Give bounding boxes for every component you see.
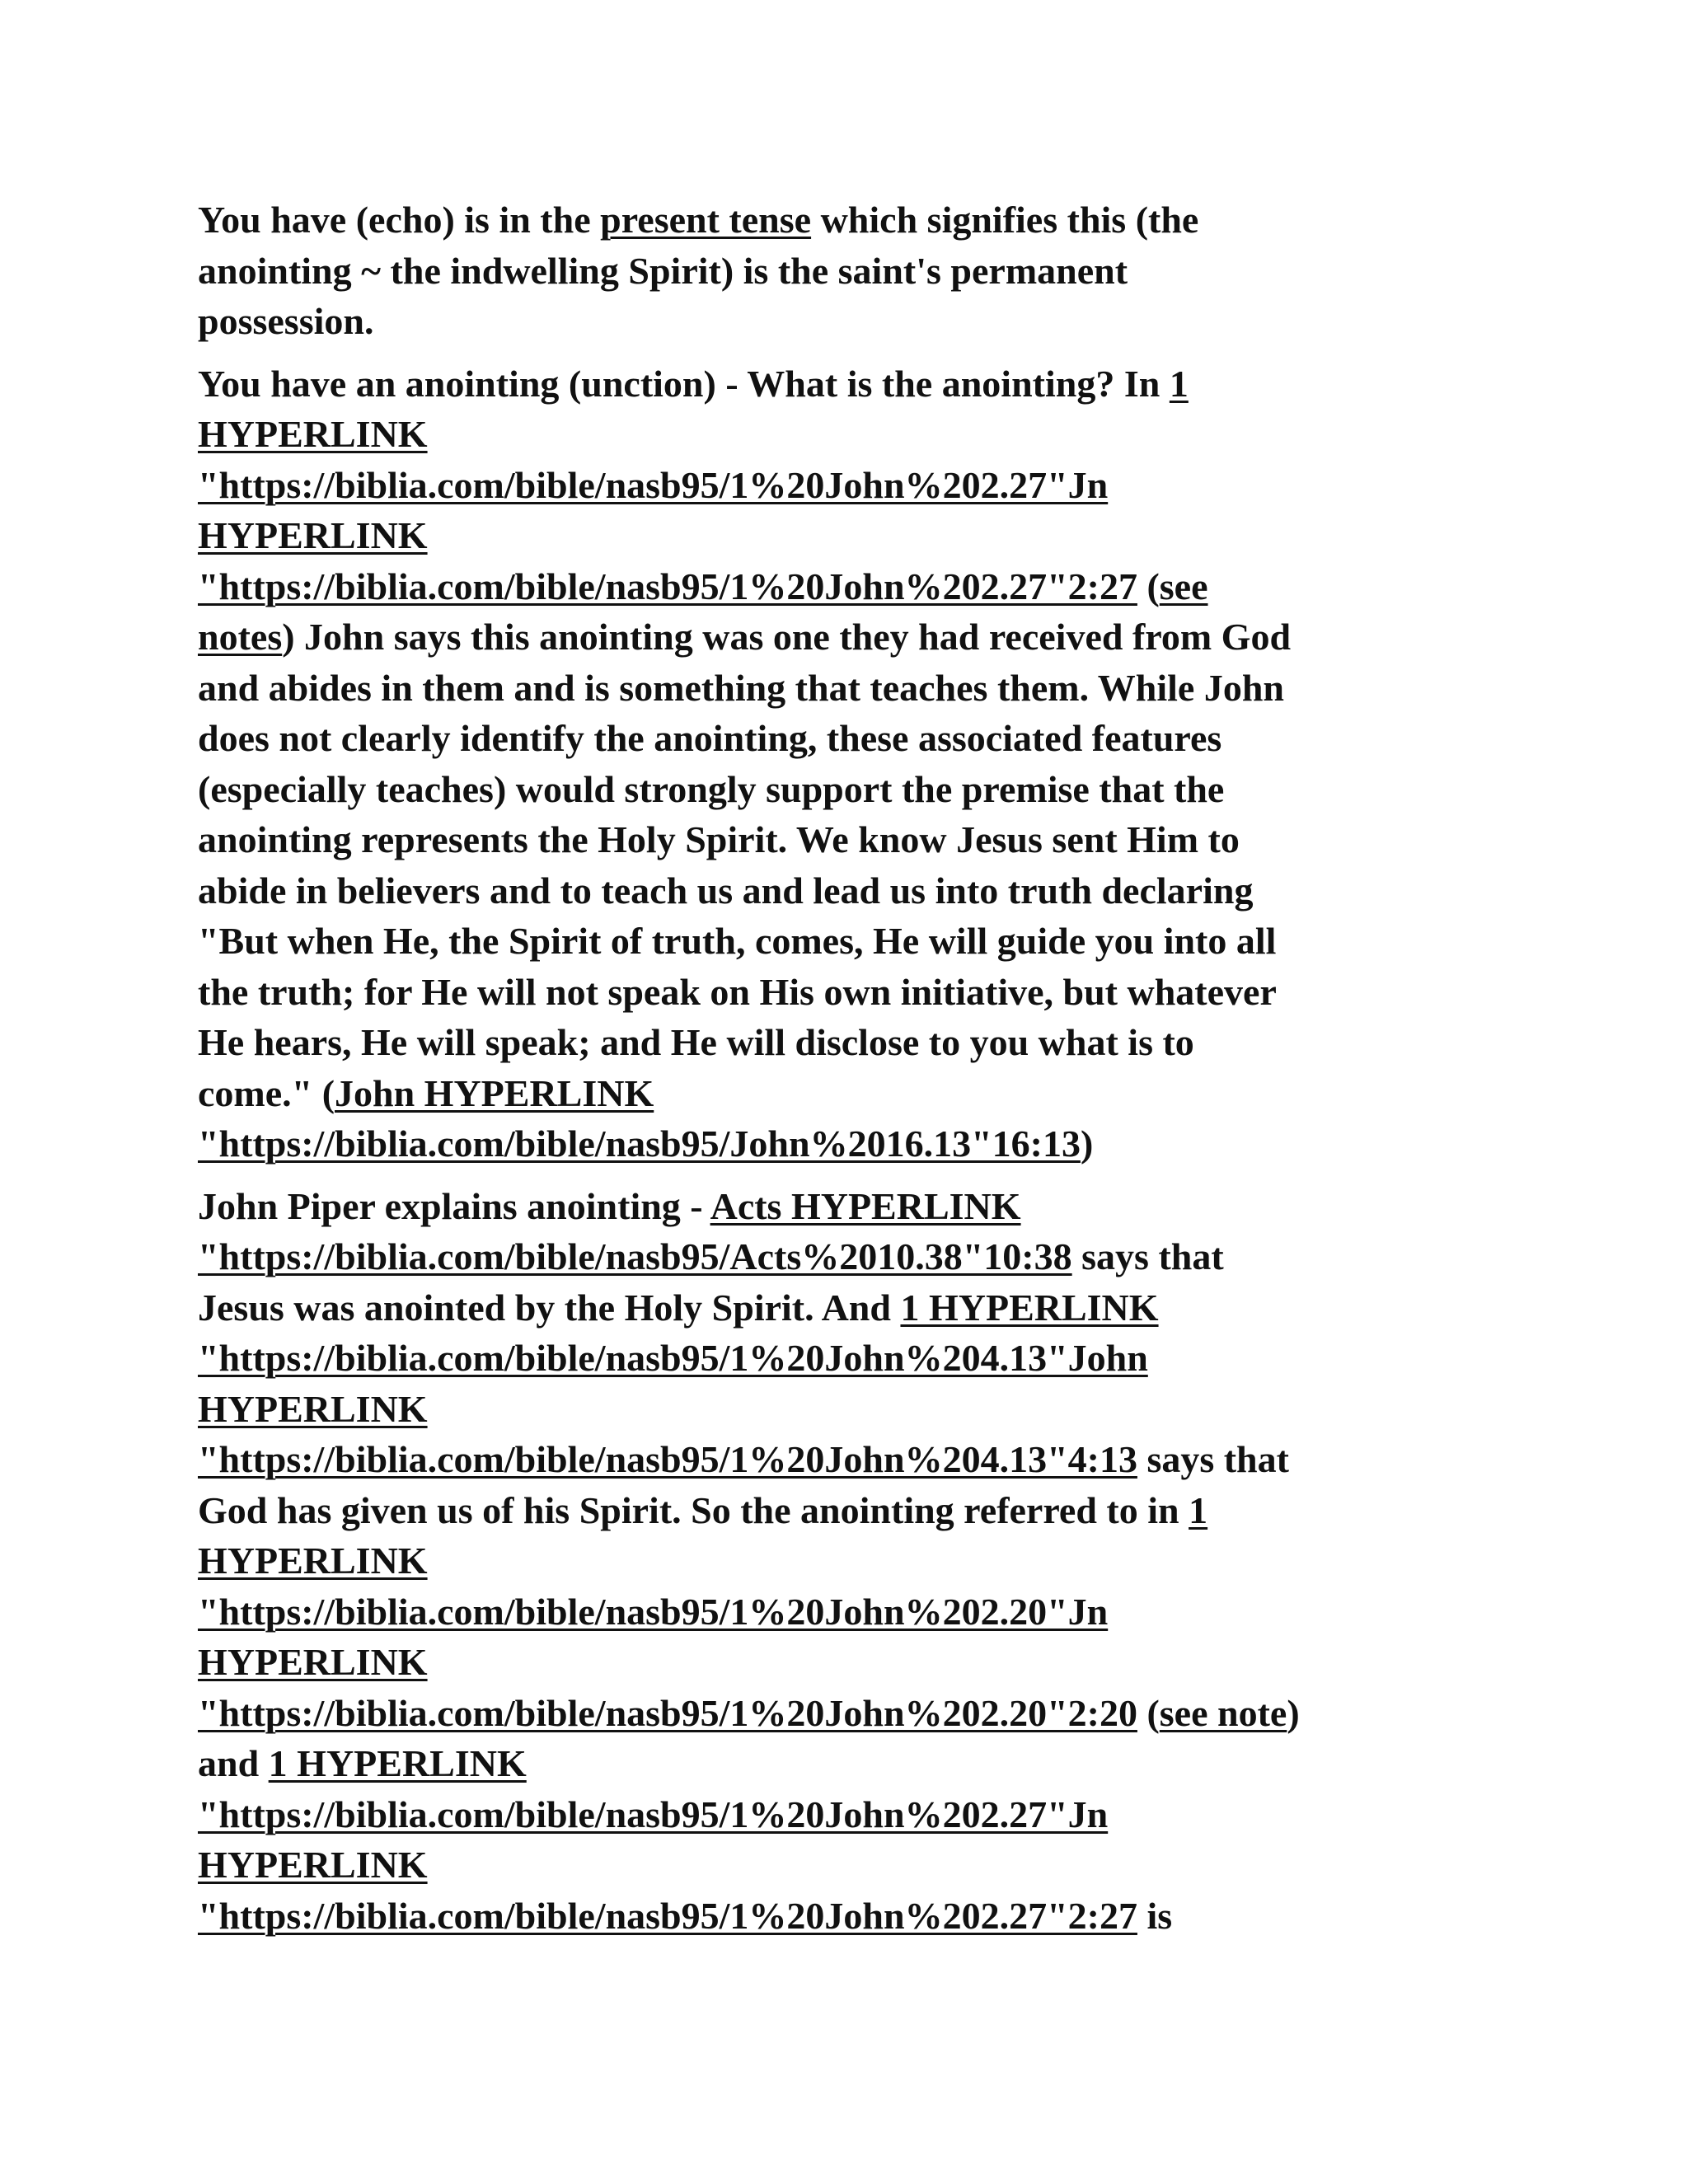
hyperlink[interactable]: "https://biblia.com/bible/nasb95/1%20John%202.27"2:27 [198, 565, 1137, 607]
hyperlink[interactable]: 1 HYPERLINK [268, 1742, 527, 1784]
text-line [198, 865, 1484, 916]
text-line [198, 764, 1484, 815]
body-text: Jesus was anointed by the Holy Spirit. And [198, 1286, 901, 1329]
text-line [198, 1017, 1484, 1068]
body-text: anointing ~ the indwelling Spirit) is the saint's permanent [198, 249, 1128, 292]
hyperlink[interactable]: "https://biblia.com/bible/nasb95/1%20John%202.27"Jn [198, 1793, 1109, 1835]
body-text: God has given us of his Spirit. So the anointing referred to in [198, 1488, 1189, 1531]
text-line [198, 1181, 1484, 1232]
hyperlink[interactable]: HYPERLINK [198, 1641, 428, 1683]
text-line [198, 1384, 1484, 1435]
text-line [198, 460, 1484, 511]
text-line [198, 1637, 1484, 1688]
hyperlink[interactable]: notes [198, 616, 283, 658]
body-text: ( [1137, 565, 1160, 607]
hyperlink[interactable]: "https://biblia.com/bible/nasb95/1%20John%204.13"4:13 [198, 1438, 1137, 1480]
body-text: the truth; for He will not speak on His own initiative, but whatever [198, 970, 1277, 1013]
body-text: does not clearly identify the anointing, these associated features [198, 717, 1222, 759]
text-line [198, 663, 1484, 714]
hyperlink[interactable]: 1 [1169, 362, 1189, 405]
text-line [198, 1118, 1484, 1169]
text-line [198, 612, 1484, 663]
body-text: and abides in them and is something that teaches them. While John [198, 666, 1284, 709]
text-line [198, 1688, 1484, 1739]
text-line [198, 713, 1484, 764]
text-line [198, 1282, 1484, 1333]
hyperlink[interactable]: Acts HYPERLINK [710, 1184, 1021, 1227]
body-text: anointing represents the Holy Spirit. We know Jesus sent Him to [198, 818, 1240, 860]
hyperlink[interactable]: 1 [1189, 1488, 1208, 1531]
text-line [198, 1586, 1484, 1638]
text-line [198, 967, 1484, 1018]
hyperlink[interactable]: see [1159, 565, 1208, 607]
text-line [198, 1535, 1484, 1586]
hyperlink[interactable]: "https://biblia.com/bible/nasb95/1%20John%202.27"2:27 [198, 1894, 1137, 1937]
hyperlink[interactable]: "https://biblia.com/bible/nasb95/John%2016.13"16:13 [198, 1122, 1081, 1165]
text-line [198, 1333, 1484, 1384]
paragraph [198, 1181, 1484, 1942]
body-text: says that [1071, 1235, 1224, 1277]
body-text: "But when He, the Spirit of truth, comes, He will guide you into all [198, 920, 1277, 962]
body-text: ) John says this anointing was one they had received from God [282, 616, 1292, 658]
body-text: come." ( [198, 1071, 335, 1114]
body-text: (especially teaches) would strongly support the premise that the [198, 767, 1225, 810]
text-line [198, 916, 1484, 967]
body-text: He hears, He will speak; and He will disclose to you what is to [198, 1021, 1194, 1063]
body-text: possession. [198, 300, 374, 342]
hyperlink[interactable]: HYPERLINK [198, 1844, 428, 1886]
hyperlink[interactable]: present tense [600, 199, 812, 241]
text-line [198, 1840, 1484, 1891]
hyperlink[interactable]: "https://biblia.com/bible/nasb95/1%20John%204.13"John [198, 1337, 1148, 1379]
body-text: You have (echo) is in the [198, 199, 601, 241]
body-text: You have an anointing (unction) - What is the anointing? In [198, 362, 1170, 405]
text-line [198, 1231, 1484, 1282]
body-text: abide in believers and to teach us and lead us into truth declaring [198, 869, 1254, 912]
body-text: ( [1137, 1691, 1160, 1734]
hyperlink[interactable]: HYPERLINK [198, 1387, 428, 1430]
document-page [198, 194, 1484, 1952]
text-line [198, 1434, 1484, 1485]
text-line [198, 359, 1484, 410]
paragraph [198, 194, 1484, 347]
body-text: ) [1287, 1691, 1300, 1734]
body-text: which signifies this (the [811, 199, 1199, 241]
text-line [198, 409, 1484, 460]
text-line [198, 194, 1484, 246]
body-text: ) [1080, 1122, 1094, 1165]
body-text: says that [1137, 1438, 1289, 1480]
text-line [198, 1891, 1484, 1942]
text-line [198, 1789, 1484, 1840]
text-line [198, 814, 1484, 865]
hyperlink[interactable]: John HYPERLINK [335, 1071, 654, 1114]
hyperlink[interactable]: "https://biblia.com/bible/nasb95/1%20John%202.20"2:20 [198, 1691, 1137, 1734]
hyperlink[interactable]: "https://biblia.com/bible/nasb95/Acts%2010.38"10:38 [198, 1235, 1072, 1277]
hyperlink[interactable]: "https://biblia.com/bible/nasb95/1%20John%202.20"Jn [198, 1590, 1109, 1633]
hyperlink[interactable]: HYPERLINK [198, 1540, 428, 1582]
body-text: is [1137, 1894, 1173, 1937]
text-line [198, 246, 1484, 297]
text-line [198, 1068, 1484, 1119]
hyperlink[interactable]: "https://biblia.com/bible/nasb95/1%20John%202.27"Jn [198, 463, 1109, 506]
hyperlink[interactable]: see note [1159, 1691, 1287, 1734]
text-line [198, 561, 1484, 612]
body-text: John Piper explains anointing - [198, 1184, 710, 1227]
text-line [198, 296, 1484, 347]
hyperlink[interactable]: HYPERLINK [198, 413, 428, 455]
body-text: and [198, 1742, 269, 1784]
hyperlink[interactable]: HYPERLINK [198, 514, 428, 556]
hyperlink[interactable]: 1 HYPERLINK [900, 1286, 1159, 1329]
text-line [198, 510, 1484, 561]
paragraph [198, 359, 1484, 1169]
text-line [198, 1738, 1484, 1789]
text-line [198, 1485, 1484, 1536]
